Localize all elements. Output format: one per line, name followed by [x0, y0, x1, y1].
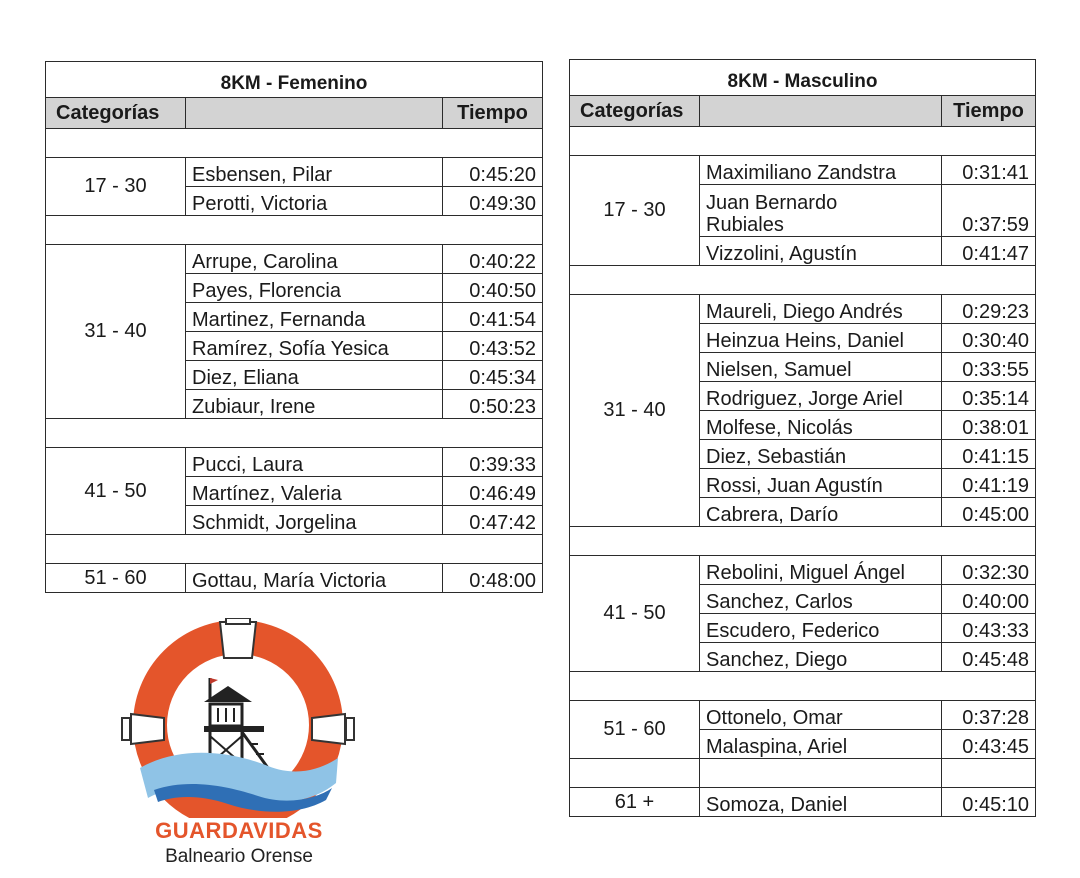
category-cell: 61 +	[570, 788, 700, 817]
runner-time: 0:39:33	[443, 448, 543, 477]
runner-name: Sanchez, Diego	[700, 643, 942, 672]
female-header-time: Tiempo	[443, 98, 543, 129]
runner-name: Molfese, Nicolás	[700, 411, 942, 440]
category-cell: 51 - 60	[570, 701, 700, 759]
runner-name: Escudero, Federico	[700, 614, 942, 643]
runner-time: 0:37:59	[942, 185, 1036, 237]
runner-time: 0:31:41	[942, 156, 1036, 185]
empty-cell	[570, 759, 700, 788]
spacer-row	[570, 127, 1036, 156]
runner-name: Perotti, Victoria	[186, 187, 443, 216]
runner-name: Esbensen, Pilar	[186, 158, 443, 187]
runner-time: 0:32:30	[942, 556, 1036, 585]
runner-name: Somoza, Daniel	[700, 788, 942, 817]
female-header-category: Categorías	[46, 98, 186, 129]
runner-name: Schmidt, Jorgelina	[186, 506, 443, 535]
spacer-row	[46, 129, 543, 158]
runner-time: 0:41:54	[443, 303, 543, 332]
runner-name: Rossi, Juan Agustín	[700, 469, 942, 498]
runner-time: 0:48:00	[443, 564, 543, 593]
runner-time: 0:45:20	[443, 158, 543, 187]
spacer-row	[570, 266, 1036, 295]
category-cell: 17 - 30	[46, 158, 186, 216]
runner-name: Martinez, Fernanda	[186, 303, 443, 332]
runner-name: Diez, Sebastián	[700, 440, 942, 469]
empty-cell	[700, 759, 942, 788]
runner-name: Maureli, Diego Andrés	[700, 295, 942, 324]
runner-name: Cabrera, Darío	[700, 498, 942, 527]
runner-time: 0:41:19	[942, 469, 1036, 498]
runner-time: 0:38:01	[942, 411, 1036, 440]
runner-name: Payes, Florencia	[186, 274, 443, 303]
male-results-table	[569, 59, 1036, 817]
runner-time: 0:33:55	[942, 353, 1036, 382]
spacer-row	[570, 527, 1036, 556]
empty-cell	[942, 759, 1036, 788]
runner-name: Ramírez, Sofía Yesica	[186, 332, 443, 361]
runner-name: Arrupe, Carolina	[186, 245, 443, 274]
runner-name: Nielsen, Samuel	[700, 353, 942, 382]
runner-time: 0:49:30	[443, 187, 543, 216]
female-header-name	[186, 98, 443, 129]
male-header-name	[700, 96, 942, 127]
runner-time: 0:41:15	[942, 440, 1036, 469]
runner-time: 0:30:40	[942, 324, 1036, 353]
spacer-row	[46, 419, 543, 448]
runner-name: Pucci, Laura	[186, 448, 443, 477]
runner-name: Maximiliano Zandstra	[700, 156, 942, 185]
spacer-row	[570, 672, 1036, 701]
runner-time: 0:43:33	[942, 614, 1036, 643]
lifebuoy-lifeguard-tower-icon	[118, 618, 358, 818]
runner-time: 0:45:00	[942, 498, 1036, 527]
runner-name: Vizzolini, Agustín	[700, 237, 942, 266]
spacer-row	[46, 535, 543, 564]
category-cell: 31 - 40	[570, 295, 700, 527]
runner-time: 0:46:49	[443, 477, 543, 506]
runner-name: Ottonelo, Omar	[700, 701, 942, 730]
male-header-time: Tiempo	[942, 96, 1036, 127]
runner-time: 0:43:45	[942, 730, 1036, 759]
runner-time: 0:29:23	[942, 295, 1036, 324]
runner-time: 0:43:52	[443, 332, 543, 361]
runner-name: Sanchez, Carlos	[700, 585, 942, 614]
runner-time: 0:45:10	[942, 788, 1036, 817]
runner-time: 0:45:48	[942, 643, 1036, 672]
runner-name: Rodriguez, Jorge Ariel	[700, 382, 942, 411]
runner-time: 0:35:14	[942, 382, 1036, 411]
male-header-category: Categorías	[570, 96, 700, 127]
runner-time: 0:37:28	[942, 701, 1036, 730]
runner-name	[700, 185, 942, 237]
runner-time: 0:40:00	[942, 585, 1036, 614]
category-cell: 41 - 50	[46, 448, 186, 535]
runner-time: 0:40:50	[443, 274, 543, 303]
runner-name: Heinzua Heins, Daniel	[700, 324, 942, 353]
male-table-title: 8KM - Masculino	[570, 60, 1036, 96]
runner-name: Diez, Eliana	[186, 361, 443, 390]
category-cell: 17 - 30	[570, 156, 700, 266]
category-cell: 31 - 40	[46, 245, 186, 419]
runner-time: 0:47:42	[443, 506, 543, 535]
runner-name: Malaspina, Ariel	[700, 730, 942, 759]
brand-name: GUARDAVIDAS	[155, 818, 323, 843]
female-results-table	[45, 61, 543, 593]
runner-name: Martínez, Valeria	[186, 477, 443, 506]
category-cell: 51 - 60	[46, 564, 186, 593]
runner-name: Zubiaur, Irene	[186, 390, 443, 419]
runner-name-line: Rubiales	[706, 214, 784, 236]
runner-time: 0:50:23	[443, 390, 543, 419]
runner-time: 0:45:34	[443, 361, 543, 390]
runner-name: Rebolini, Miguel Ángel	[700, 556, 942, 585]
female-table-title: 8KM - Femenino	[46, 62, 543, 98]
spacer-row	[46, 216, 543, 245]
brand-subtitle: Balneario Orense	[165, 846, 313, 867]
category-cell: 41 - 50	[570, 556, 700, 672]
runner-name: Gottau, María Victoria	[186, 564, 443, 593]
runner-time: 0:40:22	[443, 245, 543, 274]
runner-time: 0:41:47	[942, 237, 1036, 266]
runner-name-line: Juan Bernardo	[706, 192, 838, 214]
